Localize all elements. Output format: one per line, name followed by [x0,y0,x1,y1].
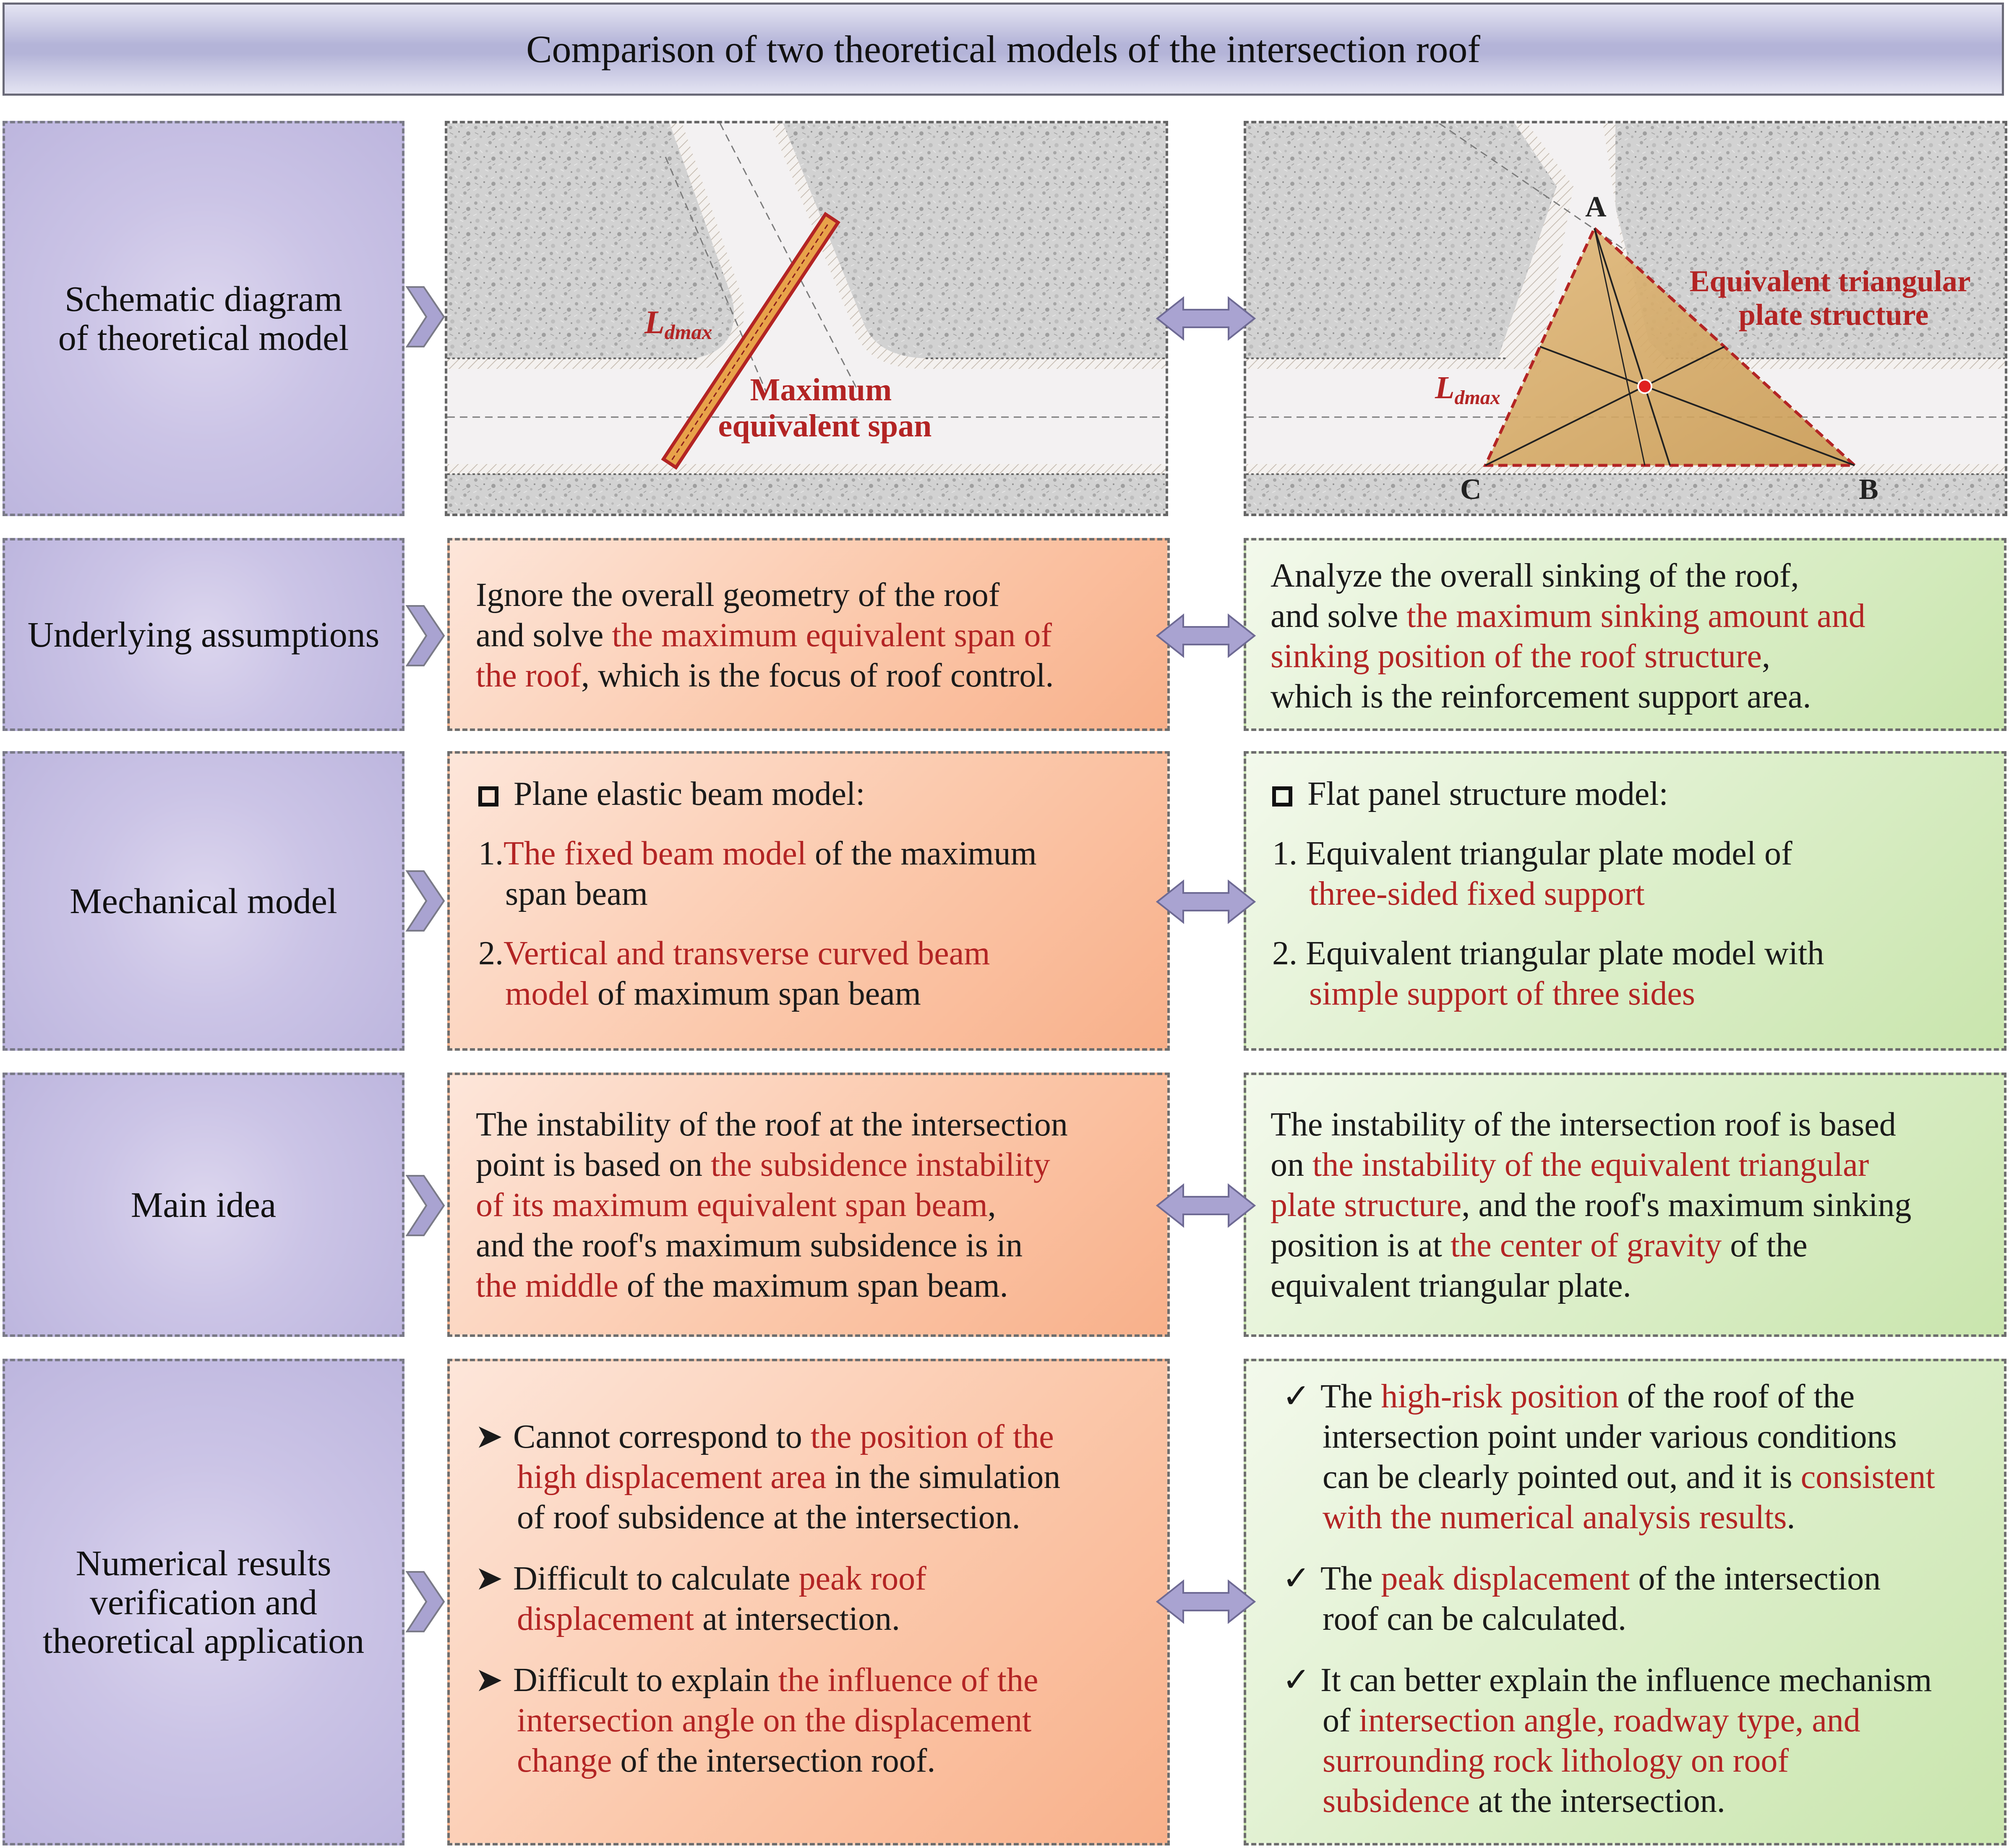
chevron-right-icon [405,1570,446,1633]
double-arrow-icon [1156,1182,1256,1229]
assumptions-right-t3: , [1761,638,1770,675]
mechanical-left-box [447,751,1170,1051]
main-idea-left-t5: of the maximum span beam. [618,1267,1008,1304]
diagram-right-panel [1244,121,2007,516]
main-idea-left-r3: the middle [476,1267,618,1304]
mechanical-right-heading: Flat panel structure model: [1307,775,1668,812]
assumptions-right-t2: and solve [1271,598,1407,634]
assumptions-left-t2: and solve [476,617,612,654]
category-numerical-line-2: verification and [89,1582,318,1622]
arrow-bullet-icon: ➤ [475,1560,504,1597]
numerical-left-b2-t2: at intersection. [694,1600,900,1637]
ldmax-label-left: Ldmax [644,304,712,344]
numerical-left-b3-r1: the influence of the [778,1662,1038,1699]
numerical-left-b3-r2: intersection angle on the displacement [517,1702,1032,1739]
main-idea-left-r1: the subsidence instability [710,1146,1050,1183]
arrow-bullet-icon: ➤ [475,1662,504,1699]
numerical-left-b3-t2: of the intersection roof. [612,1742,936,1779]
checkbox-icon [478,786,498,807]
mechanical-left-i1-num: 1. [478,835,504,872]
chevron-right-icon [405,604,446,667]
category-schematic-line-1: Schematic diagram [65,279,342,319]
numerical-right-b1-r2: consistent [1800,1459,1935,1496]
main-idea-right-t3: , and the roof's maximum sinking [1461,1187,1912,1224]
roadway-edge-bottom [447,464,1166,474]
double-arrow-icon [1156,295,1256,342]
chevron-right-icon [405,1174,446,1237]
assumptions-right-t4: which is the reinforcement support area. [1271,678,1811,715]
mechanical-right-i1-t: 1. Equivalent triangular plate model of [1272,835,1792,872]
numerical-right-b2-r1: peak displacement [1381,1560,1630,1597]
mechanical-left-i2-red: Vertical and transverse curved beam [504,935,990,972]
mechanical-right-i2-t: 2. Equivalent triangular plate model with [1272,935,1824,972]
center-of-gravity-dot [1638,380,1652,393]
category-main-idea [3,1073,404,1337]
maximum-equivalent-span-label: Maximum equivalent span [718,372,932,444]
vertex-c: C [1460,473,1482,506]
check-icon: ✓ [1282,1662,1311,1699]
rock-bottom-r [1246,474,2005,514]
numerical-right-b1-t: The [1320,1378,1381,1415]
main-idea-left-t1: The instability of the roof at the intersection [476,1106,1068,1143]
numerical-right-b3-t3: at the intersection. [1470,1783,1725,1819]
mechanical-right-i1-red: three-sided fixed support [1309,875,1645,912]
numerical-left-b2-r1: peak roof [798,1560,926,1597]
numerical-right-b3-r2: surrounding rock lithology on roof [1323,1742,1789,1779]
diagram-right-svg [1246,123,2005,514]
mechanical-left-i2-red2: model [505,975,589,1012]
assumptions-left-box [447,538,1170,731]
main-idea-right-box [1244,1073,2006,1337]
category-mechanical-text: Mechanical model [70,880,337,921]
numerical-right-box [1244,1359,2006,1845]
category-schematic-line-2: of theoretical model [58,318,349,358]
vertex-a: A [1585,191,1607,223]
main-idea-right-r3: the center of gravity [1450,1227,1722,1264]
mechanical-left-i1-t2: span beam [505,875,648,912]
main-idea-right-t2: on [1271,1146,1312,1183]
numerical-right-b2-t: The [1320,1560,1381,1597]
rock-bottom [447,474,1166,514]
category-numerical-line-1: Numerical results [76,1543,331,1583]
main-idea-left-r2: of its maximum equivalent span beam [476,1187,988,1224]
main-idea-left-t4: and the roof's maximum subsidence is in [476,1227,1023,1264]
check-icon: ✓ [1282,1560,1311,1597]
numerical-right-b3-r1: intersection angle, roadway type, and [1359,1702,1860,1739]
assumptions-left-t1: Ignore the overall geometry of the roof [476,577,1000,613]
category-mechanical [3,751,404,1051]
ldmax-label-right: Ldmax [1435,370,1500,409]
numerical-left-b1-r2: high displacement area [517,1459,827,1496]
main-idea-right-t4: position is at [1271,1227,1451,1264]
numerical-left-b1-r1: the position of the [810,1418,1054,1455]
assumptions-right-box [1244,538,2006,731]
numerical-left-b2-t: Difficult to calculate [513,1560,799,1597]
category-main-idea-text: Main idea [130,1184,277,1225]
main-idea-right-t6: equivalent triangular plate. [1271,1267,1631,1304]
page-title [3,3,2004,96]
double-arrow-icon [1156,879,1256,925]
numerical-right-b1-t2: of the roof of the [1619,1378,1855,1415]
arrow-bullet-icon: ➤ [475,1418,504,1455]
assumptions-left-r2: the roof [476,657,582,694]
chevron-right-icon [405,285,446,348]
mechanical-left-i1-t: of the maximum [806,835,1037,872]
numerical-left-b2-r2: displacement [517,1600,694,1637]
mechanical-left-i2-num: 2. [478,935,504,972]
assumptions-right-r1: the maximum sinking amount and [1406,598,1866,634]
mechanical-left-heading: Plane elastic beam model: [514,775,865,812]
numerical-left-b1-t: Cannot correspond to [513,1418,811,1455]
numerical-right-b3-t2: of [1323,1702,1359,1739]
assumptions-left-t3: , which is the focus of roof control. [581,657,1054,694]
title-text: Comparison of two theoretical models of the intersection roof [526,28,1480,70]
numerical-right-b2-t3: roof can be calculated. [1323,1600,1627,1637]
numerical-right-b3-t: It can better explain the influence mechanism [1320,1662,1932,1699]
numerical-right-b1-r3: with the numerical analysis results [1323,1499,1787,1536]
diagram-left-svg [447,123,1166,514]
numerical-left-b3-r3: change [517,1742,612,1779]
numerical-right-b1-t4: can be clearly pointed out, and it is [1323,1459,1801,1496]
main-idea-left-t3: , [987,1187,996,1224]
checkbox-icon-right [1272,786,1292,807]
assumptions-right-t1: Analyze the overall sinking of the roof, [1271,557,1799,594]
main-idea-right-t5: of the [1722,1227,1808,1264]
numerical-right-b2-t2: of the intersection [1630,1560,1881,1597]
numerical-right-b1-r1: high-risk position [1381,1378,1619,1415]
main-idea-left-t2: point is based on [476,1146,711,1183]
category-schematic [3,121,404,516]
equivalent-triangular-plate-label: Equivalent triangular plate structure [1689,264,1970,331]
mechanical-right-box [1244,751,2006,1051]
mechanical-left-i2-t: of maximum span beam [589,975,921,1012]
numerical-left-b3-t: Difficult to explain [513,1662,778,1699]
diagram-left-panel [445,121,1168,516]
category-numerical [3,1359,404,1845]
category-assumptions [3,538,404,731]
numerical-left-box [447,1359,1170,1845]
main-idea-left-box [447,1073,1170,1337]
assumptions-left-r1: the maximum equivalent span of [612,617,1052,654]
main-idea-right-r2: plate structure [1271,1187,1462,1224]
assumptions-right-r2: sinking position of the roof structure [1271,638,1762,675]
main-idea-right-r1: the instability of the equivalent triangular [1312,1146,1869,1183]
category-assumptions-text: Underlying assumptions [27,614,380,655]
numerical-left-b1-t2: in the simulation [826,1459,1061,1496]
check-icon: ✓ [1282,1378,1311,1415]
numerical-right-b3-r3: subsidence [1323,1783,1470,1819]
main-idea-right-t1: The instability of the intersection roof is based [1271,1106,1896,1143]
numerical-left-b1-t3: of roof subsidence at the intersection. [517,1499,1020,1536]
numerical-right-b1-t5: . [1787,1499,1795,1536]
vertex-b: B [1859,473,1879,506]
numerical-right-b1-t3: intersection point under various conditions [1323,1418,1897,1455]
mechanical-right-i2-red: simple support of three sides [1309,975,1695,1012]
mechanical-left-i1-red: The fixed beam model [504,835,806,872]
category-numerical-line-3: theoretical application [42,1621,365,1661]
chevron-right-icon [405,869,446,932]
double-arrow-icon [1156,1579,1256,1625]
double-arrow-icon [1156,613,1256,659]
